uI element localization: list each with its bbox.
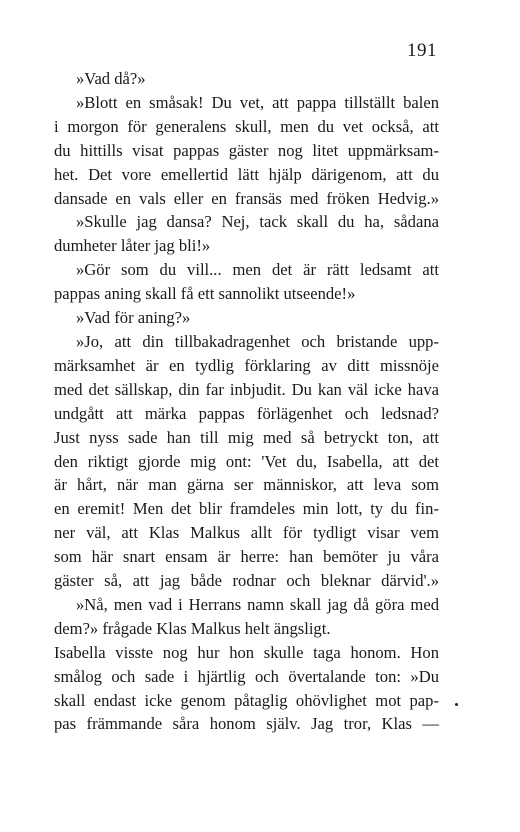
text-line: gäster så, att jag både rodnar och bleknar därvid'.» <box>54 571 439 591</box>
text-line: »Nå, men vad i Herrans namn skall jag då göra med <box>76 594 439 614</box>
text-line: den riktigt gjorde mig ont: 'Vet du, Isabella, att det <box>54 451 439 471</box>
text-line: ner väl, att Klas Malkus allt för tydligt visar vem <box>54 523 439 543</box>
body-text <box>54 67 439 736</box>
text-line: dansade en vals eller en fransäs med fröken Hedvig.» <box>54 188 439 208</box>
text-line: pas främmande såra honom själv. Jag tror, Klas — <box>54 714 439 734</box>
text-line: »Jo, att din tillbakadragenhet och bristande upp- <box>76 331 439 351</box>
text-line: »Gör som du vill... men det är rätt ledsamt att <box>76 260 439 280</box>
print-speck <box>455 703 458 706</box>
text-line: smålog och sade i hjärtlig och övertalande ton: »Du <box>54 666 439 686</box>
text-line: »Vad för aning?» <box>76 308 191 328</box>
text-line: »Skulle jag dansa? Nej, tack skall du ha, sådana <box>76 212 439 232</box>
text-line: du hittills visat pappas gäster nog litet uppmärksam- <box>54 140 439 160</box>
text-line: Just nyss sade han till mig med så betryckt ton, att <box>54 427 439 447</box>
text-line: skall endast icke genom påtaglig ohövlighet mot pap- <box>54 690 439 710</box>
text-line: dem?» frågade Klas Malkus helt ängsligt. <box>54 618 331 638</box>
text-line: Isabella visste nog hur hon skulle taga honom. Hon <box>54 642 439 662</box>
text-line: undgått att märka pappas förlägenhet och ledsnad? <box>54 403 439 423</box>
text-line: het. Det vore emellertid lätt hjälp därigenom, att du <box>54 164 439 184</box>
text-line: är hårt, när man gärna ser människor, att leva som <box>54 475 439 495</box>
text-line: märksamhet är en tydlig förklaring av ditt missnöje <box>54 355 439 375</box>
page-number: 191 <box>407 40 437 61</box>
text-line: pappas aning skall få ett sannolikt utseende!» <box>54 284 356 304</box>
text-line: som här snart ensam är herre: han bemöter ju våra <box>54 547 439 567</box>
text-line: dumheter låter jag bli!» <box>54 236 211 256</box>
text-line: en eremit! Men det blir framdeles min lott, ty du fin- <box>54 499 439 519</box>
text-line: i morgon för generalens skull, men du vet också, att <box>54 116 439 136</box>
text-line: »Blott en småsak! Du vet, att pappa tillställt balen <box>76 92 439 112</box>
text-line: med det sällskap, din far inbjudit. Du kan väl icke hava <box>54 379 439 399</box>
text-line: »Vad då?» <box>76 69 146 88</box>
